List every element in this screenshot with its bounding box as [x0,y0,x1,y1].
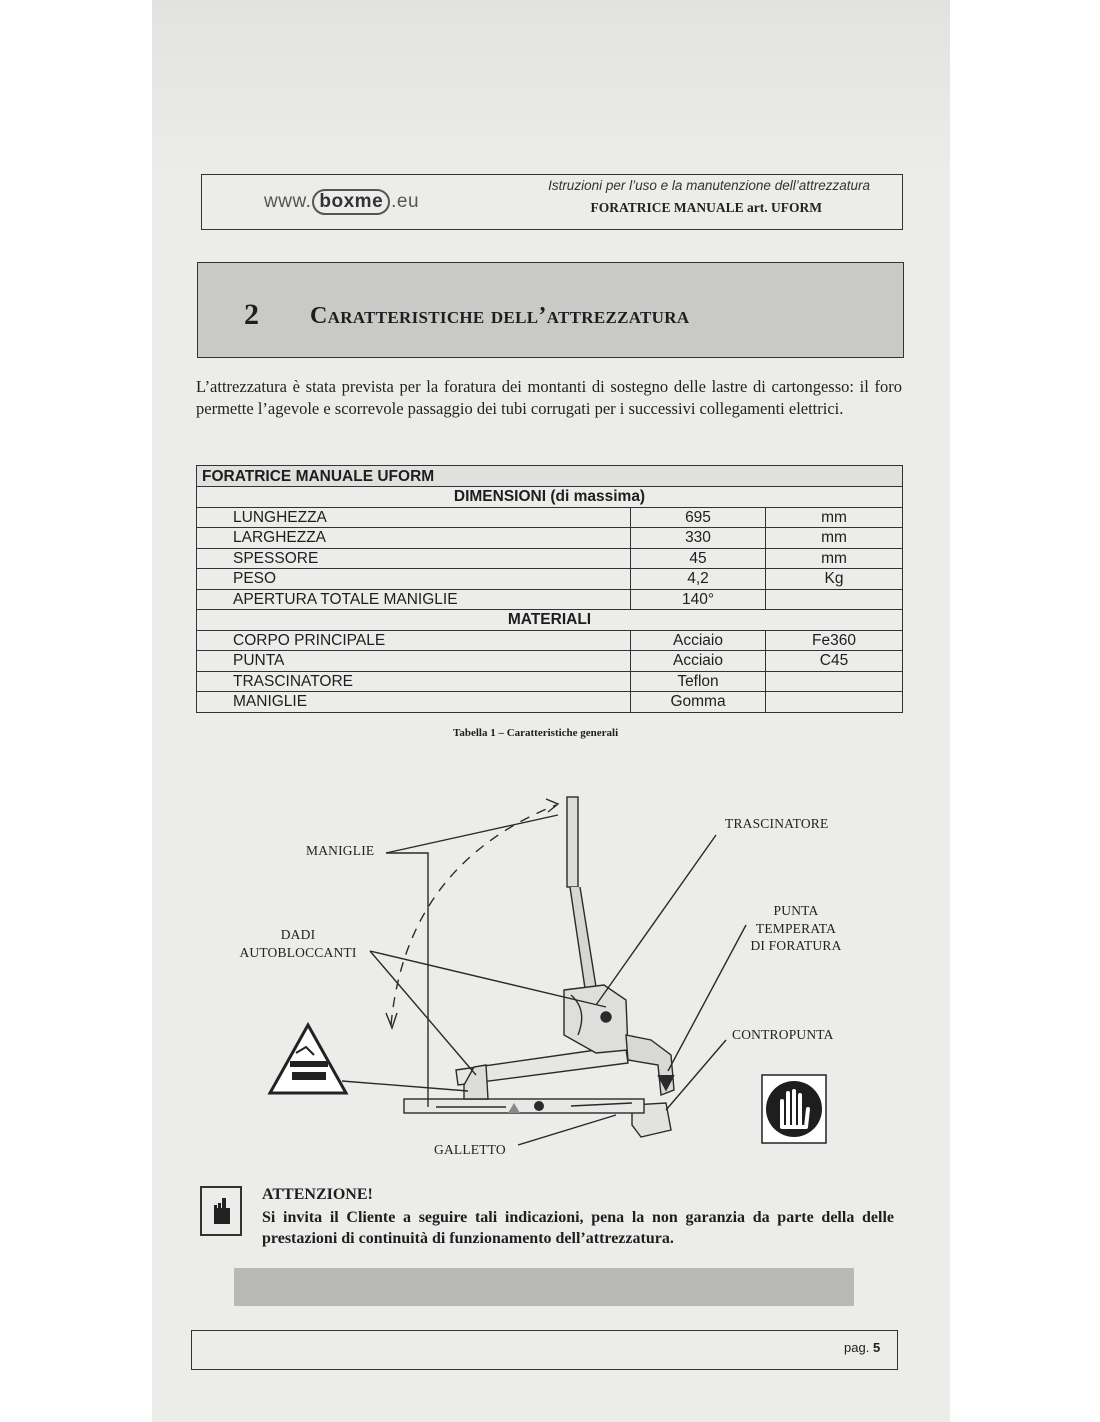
leader-trascinatore [596,835,716,1005]
pivot-nut [601,1012,611,1022]
label-contropunta: CONTROPUNTA [732,1027,834,1042]
handle-upper [567,797,578,887]
row-label: MANIGLIE [197,692,631,713]
swing-arc [391,805,556,1025]
table-row [197,507,903,528]
chapter-number: 2 [244,298,259,331]
warning-hand-icon [200,1186,242,1236]
table-row [197,692,903,713]
row-unit: mm [766,548,903,569]
arc-arrowhead [546,799,558,812]
row-label: LARGHEZZA [197,528,631,549]
row-label: TRASCINATORE [197,671,631,692]
row-value: 140° [631,589,766,610]
table-row [197,630,903,651]
row-unit: mm [766,507,903,528]
row-label: PUNTA [197,651,631,672]
row-value: 695 [631,507,766,528]
row-value: Acciaio [631,651,766,672]
label-trascinatore: TRASCINATORE [725,816,829,831]
pointing-hand-icon [202,1188,240,1234]
paper-shadow [152,0,950,180]
row-label: PESO [197,569,631,590]
tool-diagram [196,785,902,1165]
logo-brand: boxme [312,189,390,215]
row-label: SPESSORE [197,548,631,569]
base-bar [404,1099,644,1113]
warning-text: Si invita il Cliente a seguire tali indicazioni, pena la non garanzia da parte della delle prestazioni di continuità di funzionamento dell’attrezzatura. [262,1209,894,1247]
materials-header: MATERIALI [197,610,903,631]
label-dadi-line2: AUTOBLOCCANTI [239,944,357,960]
leader-galletto [518,1115,616,1145]
label-dadi-autobloccanti [228,926,368,961]
row-value: 4,2 [631,569,766,590]
row-label: APERTURA TOTALE MANIGLIE [197,589,631,610]
table-row [197,528,903,549]
label-punta-line2: TEMPERATA [755,920,837,936]
table-caption: Tabella 1 – Caratteristiche generali [453,727,619,739]
row-label: LUNGHEZZA [197,507,631,528]
label-galletto: GALLETTO [434,1142,506,1157]
page-number [844,1340,880,1355]
warning-title: ATTENZIONE! [262,1186,373,1203]
leader-dadi-2 [370,951,476,1075]
spec-table [196,465,903,713]
page-footer-frame [191,1330,898,1370]
table-row [197,589,903,610]
dimensions-header: DIMENSIONI (di massima) [197,487,903,508]
label-punta-line1: PUNTA [773,903,819,918]
leader-warning-hand [342,1081,468,1091]
chapter-title: Caratteristiche dell’attrezzatura [310,303,690,329]
row-unit [766,671,903,692]
row-unit [766,589,903,610]
galletto-knob [534,1101,544,1111]
grey-band [234,1268,854,1306]
intro-paragraph: L’attrezzatura è stata prevista per la foratura dei montanti di sostegno delle lastre di cartongesso: il foro permette l’agevole e scorrevole passaggio dei tubi corrugati per i successivi collegamenti elettrici. [196,377,902,418]
handle-lower [570,887,597,995]
page-prefix: pag. [844,1340,870,1355]
leader-contropunta [666,1040,726,1110]
row-value: 330 [631,528,766,549]
table-row [197,569,903,590]
row-value: Teflon [631,671,766,692]
row-unit [766,692,903,713]
tool-drawing [196,785,902,1165]
header-product: FORATRICE MANUALE art. UFORM [590,200,822,215]
header-subtitle: Istruzioni per l’uso e la manutenzione dell’attrezzatura [548,178,870,193]
protective-glove-icon [762,1075,826,1143]
row-value: Gomma [631,692,766,713]
label-maniglie: MANIGLIE [306,843,375,858]
leader-maniglie [386,853,428,1107]
table-row [197,671,903,692]
leader-maniglie-2 [386,815,558,853]
logo-suffix: .eu [391,191,420,212]
row-unit: C45 [766,651,903,672]
body-plate [564,985,628,1053]
row-value: Acciaio [631,630,766,651]
logo-prefix: www. [264,191,312,212]
table-title: FORATRICE MANUALE UFORM [197,466,903,487]
label-punta-line3: DI FORATURA [750,938,842,953]
row-value: 45 [631,548,766,569]
hand-crush-warning-icon [270,1025,346,1093]
brand-logo [264,189,419,215]
row-unit: Kg [766,569,903,590]
label-punta-temperata [736,902,856,955]
label-dadi-line1: DADI [280,927,316,942]
leader-dadi-1 [370,951,606,1007]
row-unit: mm [766,528,903,549]
row-label: CORPO PRINCIPALE [197,630,631,651]
row-unit: Fe360 [766,630,903,651]
table-row [197,548,903,569]
leader-punta [668,925,746,1071]
page-number-value: 5 [872,1340,881,1355]
table-row [197,651,903,672]
